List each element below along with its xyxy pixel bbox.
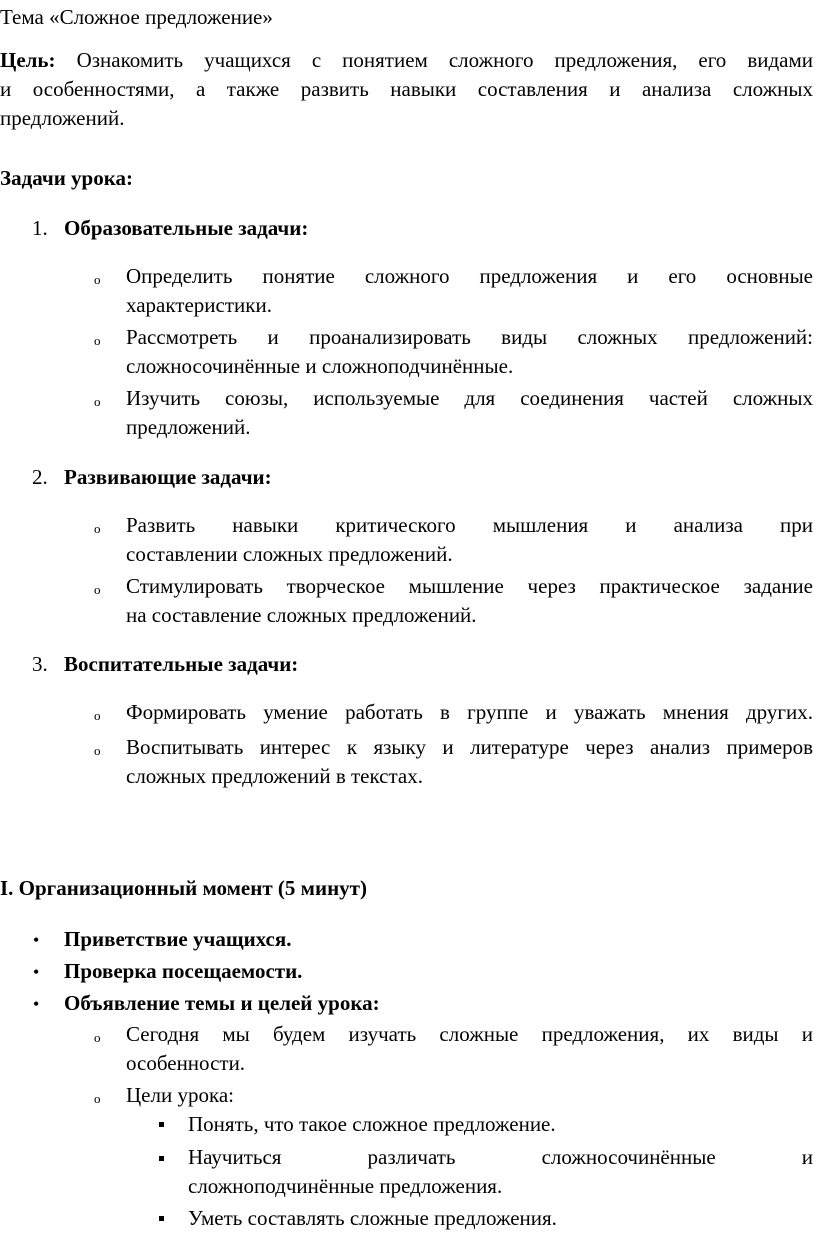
- dot-bullet-icon: •: [33, 930, 40, 950]
- square-bullet-icon: [159, 1122, 164, 1127]
- document-title: Тема «Сложное предложение»: [0, 5, 273, 29]
- goal-label: Цель:: [0, 48, 56, 72]
- task2-item2-line2: на составление сложных предложений.: [126, 603, 477, 627]
- section-sub2-line1: Цели урока:: [126, 1083, 234, 1107]
- task-number-1: 1.: [32, 216, 48, 240]
- task3-item1-line1: Формировать умение работать в группе и уважать мнения других.: [126, 700, 813, 724]
- task3-item2-line1: Воспитывать интерес к языку и литературе через анализ примеров: [126, 735, 813, 759]
- goal-text-1: Ознакомить учащихся с понятием сложного предложения, его видами: [76, 48, 814, 72]
- circle-bullet-icon: o: [94, 708, 101, 723]
- task-title-3: Воспитательные задачи:: [64, 652, 299, 676]
- circle-bullet-icon: o: [94, 582, 101, 597]
- goal-line-1: [0, 46, 813, 75]
- section-bullet-2: Проверка посещаемости.: [64, 959, 303, 983]
- task2-item1-line2: составлении сложных предложений.: [126, 542, 453, 566]
- circle-bullet-icon: o: [94, 1091, 101, 1106]
- section-bullet-1: Приветствие учащихся.: [64, 927, 292, 951]
- goal-item-2-line2: сложноподчинённые предложения.: [188, 1174, 503, 1198]
- section-sub1-line2: особенности.: [126, 1051, 246, 1075]
- square-bullet-icon: [159, 1156, 164, 1161]
- dot-bullet-icon: •: [33, 994, 40, 1014]
- goal-item-2-line1: Научиться различать сложносочинённые и: [188, 1145, 813, 1169]
- task2-item2-line1: Стимулировать творческое мышление через практическое задание: [126, 574, 813, 598]
- task-number-3: 3.: [32, 652, 48, 676]
- circle-bullet-icon: o: [94, 333, 101, 348]
- task1-item2-line2: сложносочинённые и сложноподчинённые.: [126, 354, 514, 378]
- tasks-heading: Задачи урока:: [0, 166, 134, 190]
- goal-line-3: предложений.: [0, 106, 125, 130]
- square-bullet-icon: [159, 1216, 164, 1221]
- section-sub1-line1: Сегодня мы будем изучать сложные предложения, их виды и: [126, 1022, 813, 1046]
- task1-item2-line1: Рассмотреть и проанализировать виды сложных предложений:: [126, 325, 813, 349]
- dot-bullet-icon: •: [33, 962, 40, 982]
- goal-item-3: Уметь составлять сложные предложения.: [188, 1206, 557, 1230]
- task1-item1-line1: Определить понятие сложного предложения и его основные: [126, 264, 813, 288]
- task1-item3-line1: Изучить союзы, используемые для соединения частей сложных: [126, 386, 813, 410]
- task-number-2: 2.: [32, 465, 48, 489]
- circle-bullet-icon: o: [94, 1030, 101, 1045]
- task-title-2: Развивающие задачи:: [64, 465, 272, 489]
- section-heading: I. Организационный момент (5 минут): [0, 876, 367, 900]
- task-title-1: Образовательные задачи:: [64, 216, 309, 240]
- circle-bullet-icon: o: [94, 394, 101, 409]
- task1-item1-line2: характеристики.: [126, 293, 272, 317]
- task1-item3-line2: предложений.: [126, 415, 251, 439]
- task2-item1-line1: Развить навыки критического мышления и анализа при: [126, 513, 813, 537]
- circle-bullet-icon: o: [94, 743, 101, 758]
- circle-bullet-icon: o: [94, 521, 101, 536]
- goal-line-2: и особенностями, а также развить навыки составления и анализа сложных: [0, 77, 813, 101]
- goal-item-1: Понять, что такое сложное предложение.: [188, 1112, 556, 1136]
- section-bullet-3: Объявление темы и целей урока:: [64, 991, 380, 1015]
- circle-bullet-icon: o: [94, 272, 101, 287]
- task3-item2-line2: сложных предложений в текстах.: [126, 764, 423, 788]
